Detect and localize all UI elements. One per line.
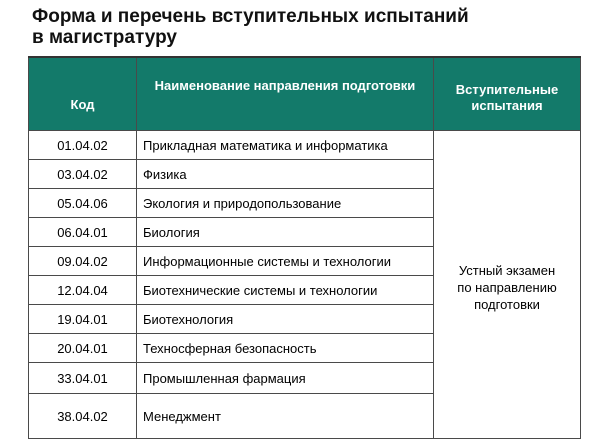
column-header-name: Наименование направления подготовки <box>137 57 434 131</box>
row-code: 33.04.01 <box>29 363 137 394</box>
table-header-row <box>29 57 581 131</box>
row-name: Промышленная фармация <box>137 363 434 394</box>
row-name: Информационные системы и технологии <box>137 247 434 276</box>
row-name: Биология <box>137 218 434 247</box>
exam-text: Устный экзамен по направлению подготовки <box>457 263 557 312</box>
admission-tests-table <box>28 56 581 439</box>
table-row <box>29 131 581 160</box>
row-name: Экология и природопользование <box>137 189 434 218</box>
row-name: Биотехнология <box>137 305 434 334</box>
row-code: 06.04.01 <box>29 218 137 247</box>
row-code: 03.04.02 <box>29 160 137 189</box>
row-name: Прикладная математика и информатика <box>137 131 434 160</box>
exam-cell <box>434 131 581 439</box>
row-code: 19.04.01 <box>29 305 137 334</box>
column-header-code: Код <box>29 57 137 131</box>
row-code: 12.04.04 <box>29 276 137 305</box>
page-title: Форма и перечень вступительных испытаний в магистратуру <box>32 6 469 48</box>
row-code: 01.04.02 <box>29 131 137 160</box>
row-code: 09.04.02 <box>29 247 137 276</box>
row-name: Техносферная безопасность <box>137 334 434 363</box>
row-code: 05.04.06 <box>29 189 137 218</box>
row-name: Менеджмент <box>137 394 434 439</box>
column-header-exam: Вступительные испытания <box>434 57 581 131</box>
row-name: Биотехнические системы и технологии <box>137 276 434 305</box>
row-code: 20.04.01 <box>29 334 137 363</box>
row-code: 38.04.02 <box>29 394 137 439</box>
row-name: Физика <box>137 160 434 189</box>
